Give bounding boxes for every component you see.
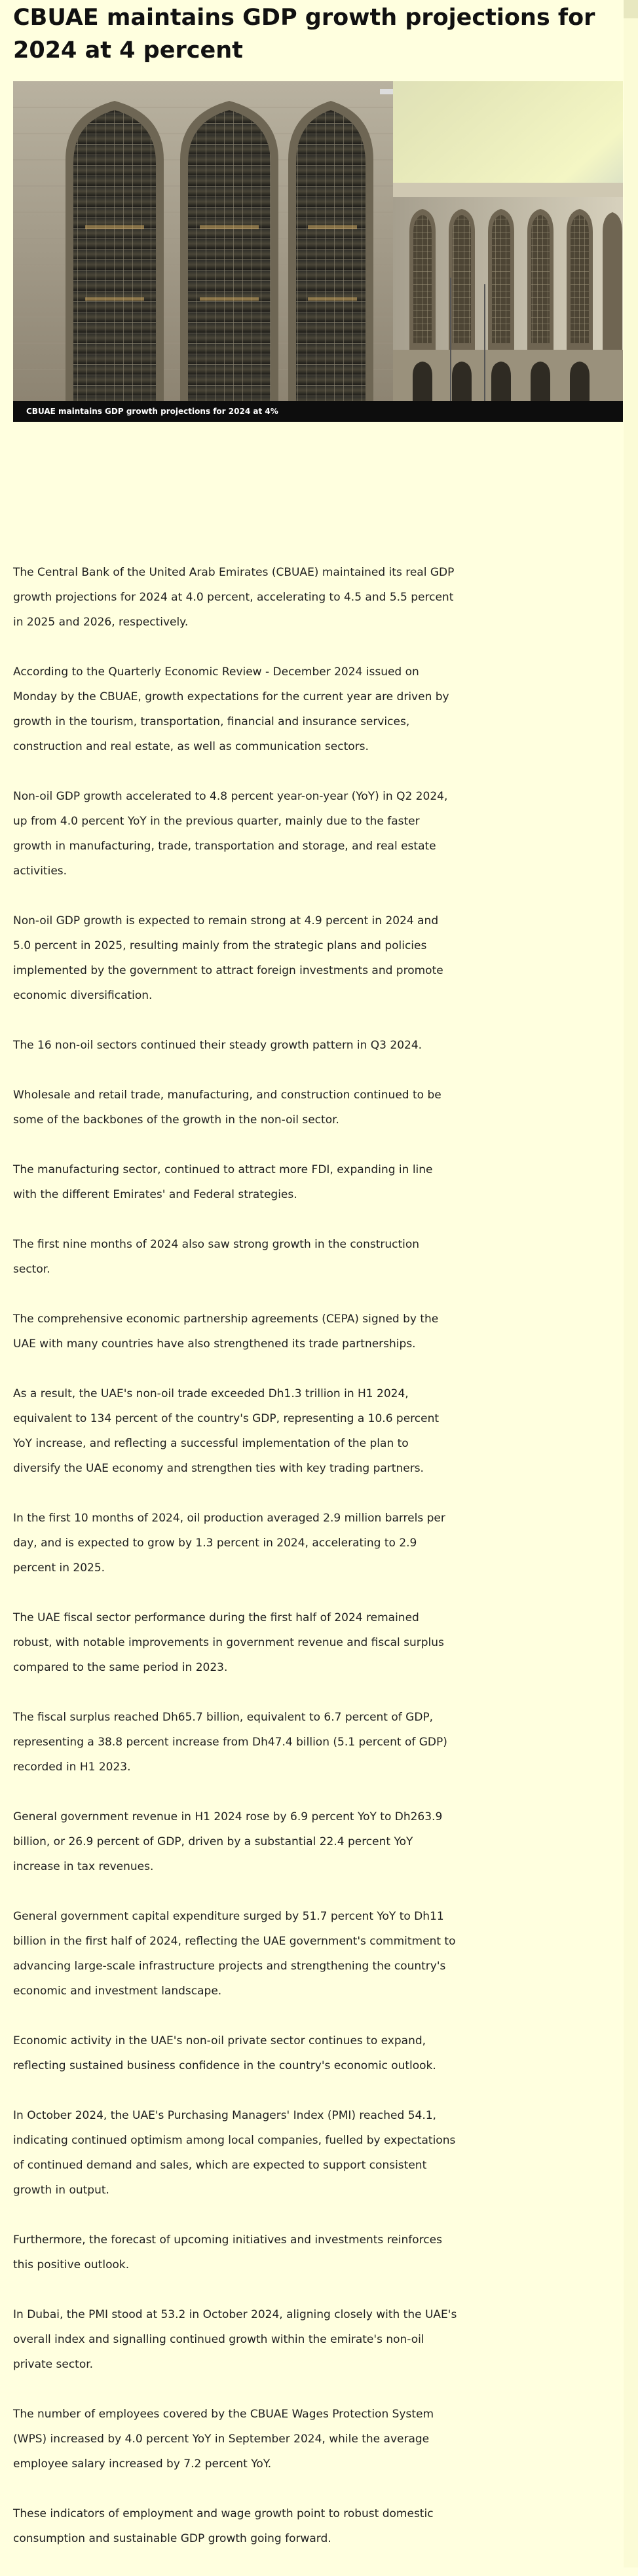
article-figure [13, 81, 623, 422]
cbuae-building-photo [13, 81, 623, 401]
article-paragraph: The number of employees covered by the CBUAE Wages Protection System (WPS) increased by 4.0 percent YoY in September 2024, while the average employee salary increased by 7.2 percent YoY. [13, 2408, 434, 2471]
article-paragraph: In October 2024, the UAE's Purchasing Managers' Index (PMI) reached 54.1, indicating continued optimism among local companies, fuelled by expectations of continued demand and sales, which are expected to support consistent growth in output. [13, 2109, 456, 2197]
article-paragraph: The 16 non-oil sectors continued their steady growth pattern in Q3 2024. [13, 1039, 422, 1052]
article-paragraph: The first nine months of 2024 also saw strong growth in the construction sector. [13, 1238, 420, 1276]
article-paragraph: In Dubai, the PMI stood at 53.2 in October 2024, aligning closely with the UAE's overall index and signalling continued growth within the emirate's non-oil private sector. [13, 2308, 457, 2371]
article-paragraph: According to the Quarterly Economic Review - December 2024 issued on Monday by the CBUAE, growth expectations for the current year are driven by growth in the tourism, transportation, financial and insurance services, construction and real estate, as well as communication sectors. [13, 665, 449, 753]
image-caption: CBUAE maintains GDP growth projections for 2024 at 4% [26, 407, 278, 416]
article-paragraph: The comprehensive economic partnership agreements (CEPA) signed by the UAE with many countries have also strengthened its trade partnerships. [13, 1313, 439, 1351]
article-paragraph: Non-oil GDP growth is expected to remain strong at 4.9 percent in 2024 and 5.0 percent in 2025, resulting mainly from the strategic plans and policies implemented by the government to attract foreign investments and promote economic diversification. [13, 914, 443, 1002]
scrollbar-thumb[interactable] [624, 0, 638, 18]
article-paragraph: The Central Bank of the United Arab Emirates (CBUAE) maintained its real GDP growth projections for 2024 at 4.0 percent, accelerating to 4.5 and 5.5 percent in 2025 and 2026, respectively. [13, 566, 455, 629]
article-paragraph: Economic activity in the UAE's non-oil private sector continues to expand, reflecting sustained business confidence in the country's economic outlook. [13, 2034, 436, 2072]
article-paragraph: The UAE fiscal sector performance during the first half of 2024 remained robust, with notable improvements in government revenue and fiscal surplus compared to the same period in 2023. [13, 1611, 444, 1674]
article-paragraph: General government capital expenditure surged by 51.7 percent YoY to Dh11 billion in the first half of 2024, reflecting the UAE government's commitment to advancing large-scale infrastructure projects and strengthening the country's economic and investment landscape. [13, 1910, 456, 1998]
page-scrollbar[interactable] [624, 0, 638, 2567]
article-paragraph: These indicators of employment and wage growth point to robust domestic consumption and sustainable GDP growth going forward. [13, 2507, 434, 2545]
article [13, 0, 622, 422]
article-paragraph: Non-oil GDP growth accelerated to 4.8 percent year-on-year (YoY) in Q2 2024, up from 4.0 percent YoY in the previous quarter, mainly due to the faster growth in manufacturing, trade, transportation and storage, and real estate activities. [13, 790, 448, 878]
article-headline: CBUAE maintains GDP growth projections for 2024 at 4 percent [13, 5, 595, 64]
article-paragraph: As a result, the UAE's non-oil trade exceeded Dh1.3 trillion in H1 2024, equivalent to 134 percent of the country's GDP, representing a 10.6 percent YoY increase, and reflecting a successful implementation of the plan to diversify the UAE economy and strengthen ties with key trading partners. [13, 1387, 440, 1475]
article-paragraph: The manufacturing sector, continued to attract more FDI, expanding in line with the different Emirates' and Federal strategies. [13, 1163, 433, 1201]
article-paragraph: General government revenue in H1 2024 rose by 6.9 percent YoY to Dh263.9 billion, or 26.9 percent of GDP, driven by a substantial 22.4 percent YoY increase in tax revenues. [13, 1810, 443, 1873]
article-paragraph: Wholesale and retail trade, manufacturing, and construction continued to be some of the backbones of the growth in the non-oil sector. [13, 1089, 441, 1127]
article-body [13, 560, 459, 2576]
article-paragraph: In the first 10 months of 2024, oil production averaged 2.9 million barrels per day, and is expected to grow by 1.3 percent in 2024, accelerating to 2.9 percent in 2025. [13, 1512, 445, 1575]
article-paragraph: Furthermore, the forecast of upcoming initiatives and investments reinforces this positive outlook. [13, 2233, 442, 2271]
article-paragraph: The fiscal surplus reached Dh65.7 billion, equivalent to 6.7 percent of GDP, representing a 38.8 percent increase from Dh47.4 billion (5.1 percent of GDP) recorded in H1 2023. [13, 1711, 447, 1774]
